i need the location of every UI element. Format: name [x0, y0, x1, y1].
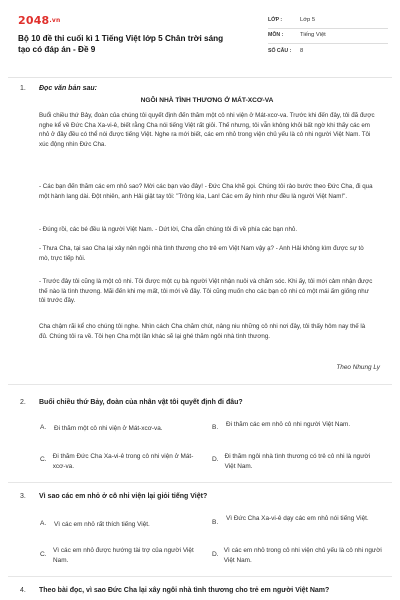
- question-text: Buổi chiều thứ Bảy, đoàn của nhân vật tôi quyết định đi đâu?: [39, 399, 243, 406]
- passage-paragraph: - Đúng rồi, các bé đều là người Việt Nam. - Dứt lời, Cha dẫn chúng tôi đi về phía các bạn nhỏ.: [39, 226, 298, 233]
- question-number: 2.: [20, 399, 26, 406]
- passage-paragraph: Cha chậm rãi kể cho chúng tôi nghe. Nhìn cách Cha chăm chút, nâng niu những cô nhi nơi đây, tôi thấy hôm nay thế là đủ. Chúng tôi ra về. Tôi hẹn Cha một lần khác sẽ lại ghé thăm ngôi nhà tình thương.: [39, 323, 366, 340]
- document-title: Bộ 10 đề thi cuối kì 1 Tiếng Việt lớp 5 Chân trời sáng tạo có đáp án - Đề 9: [18, 34, 224, 54]
- page-header: [18, 14, 388, 74]
- question-text: Theo bài đọc, vì sao Đức Cha lại xây ngôi nhà tình thương cho trẻ em người Việt Nam?: [39, 587, 330, 594]
- question-text: Vì sao các em nhỏ ở cô nhi viện lại giỏi tiếng Việt?: [39, 493, 208, 500]
- question-divider: [8, 576, 392, 577]
- question-number: 1.: [20, 85, 26, 92]
- question-number: 3.: [20, 493, 26, 500]
- passage-paragraph: - Trước đây tôi cũng là một cô nhi. Tôi được một cụ bà người Việt nhận nuôi và chăm sóc. Khi ấy, tôi mới cảm nhận được thế nào là tình thương. Mãi đến khi mẹ mất, tôi mới về đây. Tôi cũng muốn cho các bạn cô nhi có một mái ấm giống như tôi trước đây.: [39, 278, 373, 305]
- answer-option-b[interactable]: B. Vì Đức Cha Xa-vi-ê dạy các em nhỏ nói tiếng Việt.: [212, 515, 369, 526]
- answer-option-c[interactable]: C. Vì các em nhỏ được hướng tài trợ của người Việt Nam.: [40, 547, 194, 564]
- question-divider: [8, 384, 392, 385]
- question-divider: [8, 482, 392, 483]
- meta-row-subject: MÔN : Tiếng Việt: [268, 29, 388, 44]
- meta-table: [268, 14, 388, 59]
- answer-option-a[interactable]: A. Vì các em nhỏ rất thích tiếng Việt.: [40, 520, 150, 528]
- answer-option-c[interactable]: C. Đi thăm Đức Cha Xa-vi-ê trong cô nhi viện ở Mát-xcơ-va.: [40, 453, 194, 470]
- passage-paragraph: Buổi chiều thứ Bảy, đoàn của chúng tôi quyết định đến thăm một cô nhi viện ở Mát-xcơ-va. Trước khi đến đây, tôi đã được nghe kể về Đức Cha Xa-vi-ê, biết rằng Cha nói tiếng Việt rất giỏi. Thế nhưng, tôi vẫn không khỏi bất ngờ khi thấy các em nhỏ ở đây đều có thể nói được tiếng Việt. Nghe ra mới biết, các em nhỏ trong viện chủ yếu là cô nhi người Việt Nam. Tôi xúc động nhìn Đức Cha.: [39, 112, 375, 148]
- answer-option-b[interactable]: B. Đi thăm các em nhỏ cô nhi người Việt Nam.: [212, 421, 351, 431]
- passage-paragraph: - Thưa Cha, tại sao Cha lại xây nên ngôi nhà tình thương cho trẻ em Việt Nam vậy ạ? - Anh Hải không kìm được sự tò mò, trực tiếp hỏi.: [39, 245, 364, 262]
- header-divider: [8, 77, 392, 78]
- question-number: 4.: [20, 587, 26, 594]
- answer-option-d[interactable]: D. Đi thăm ngôi nhà tình thương có trẻ cô nhi là người Việt Nam.: [212, 453, 371, 470]
- answer-option-d[interactable]: D. Vì các em nhỏ trong cô nhi viện chủ yếu là cô nhi người Việt Nam.: [212, 547, 382, 564]
- passage-author: Theo Nhung Ly: [336, 364, 380, 371]
- site-logo[interactable]: 2048.vn: [18, 14, 61, 27]
- passage-paragraph: - Các bạn đến thăm các em nhỏ sao? Mời các bạn vào đây! - Đức Cha khẽ gọi. Chúng tôi rảo bước theo Đức Cha, đi qua một hành lang dài. Đột nhiên, anh Hải giật tay tôi: "Trông kìa, Lan! Các em ấy hình như đều là người Việt Nam!".: [39, 183, 373, 200]
- question-prompt: Đọc văn bản sau:: [39, 85, 97, 92]
- passage-title: NGÔI NHÀ TÌNH THƯƠNG Ở MÁT-XCƠ-VA: [140, 97, 274, 104]
- meta-row-class: LỚP : Lớp 5: [268, 14, 388, 29]
- answer-option-a[interactable]: A. Đi thăm một cô nhi viện ở Mát-xcơ-va.: [40, 424, 163, 432]
- meta-row-question-count: SỐ CÂU : 8: [268, 47, 304, 54]
